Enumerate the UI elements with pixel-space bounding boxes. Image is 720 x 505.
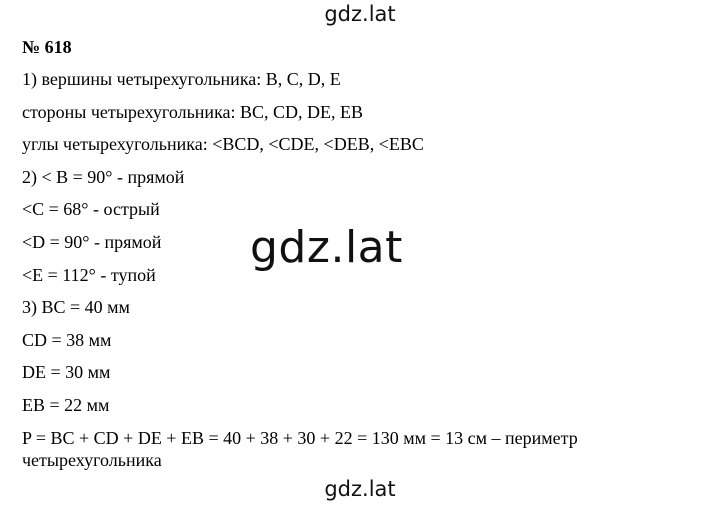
text-line-perimeter: P = BC + CD + DE + EB = 40 + 38 + 30 + 22 = 130 мм = 13 см – периметр xyxy=(22,427,578,448)
text-line-angle-e: <E = 112° - тупой xyxy=(22,264,156,285)
text-line-angle-d: <D = 90° - прямой xyxy=(22,231,162,252)
watermark-bottom: gdz.lat xyxy=(324,477,396,501)
text-line-vertices: 1) вершины четырехугольника: B, C, D, E xyxy=(22,69,341,89)
text-line-side-bc: 3) BC = 40 мм xyxy=(22,297,130,318)
text-line-angles: углы четырехугольника: <BCD, <CDE, <DEB, <EBC xyxy=(22,134,424,155)
text-line-perimeter-cont: четырехугольника xyxy=(22,449,162,470)
watermark-center: gdz.lat xyxy=(250,222,403,273)
text-line-side-cd: CD = 38 мм xyxy=(22,329,112,350)
text-line-angle-c: <C = 68° - острый xyxy=(22,199,160,220)
text-line-angle-b: 2) < B = 90° - прямой xyxy=(22,166,185,187)
watermark-top: gdz.lat xyxy=(324,2,396,26)
text-line-side-eb: EB = 22 мм xyxy=(22,394,110,415)
text-line-sides: стороны четырехугольника: BC, CD, DE, EB xyxy=(22,101,364,122)
text-line-side-de: DE = 30 мм xyxy=(22,362,111,383)
exercise-number: № 618 xyxy=(22,37,72,57)
